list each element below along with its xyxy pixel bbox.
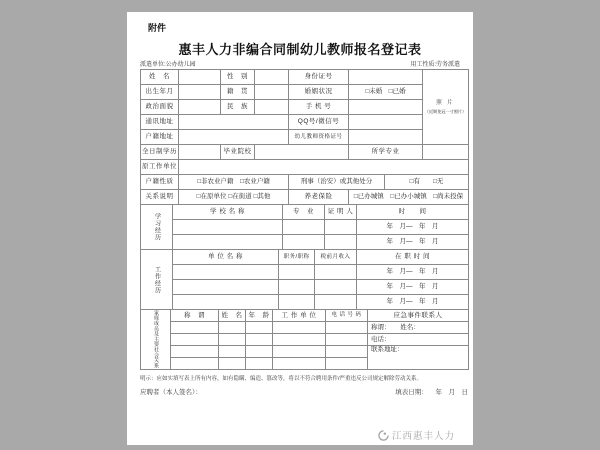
emergency-contact-address-cell: 联系地址： bbox=[368, 346, 469, 370]
work-unit-header: 工 作 单 位 bbox=[273, 310, 326, 322]
unit-input-cell bbox=[173, 295, 279, 310]
row-relation bbox=[141, 190, 469, 205]
row-education bbox=[141, 145, 469, 160]
emergency-contact-phone-cell: 电话： bbox=[368, 334, 469, 346]
major-input-cell bbox=[423, 145, 469, 160]
name-input-cell bbox=[219, 346, 246, 358]
education-row bbox=[141, 220, 469, 235]
mail-address-label: 通讯地址 bbox=[141, 115, 179, 130]
income-input-cell bbox=[315, 295, 357, 310]
name-input-cell bbox=[219, 334, 246, 346]
prev-employer-input-cell bbox=[179, 160, 469, 175]
family-section-label: 家庭成员及主要社会关系 bbox=[141, 310, 171, 370]
phone-input-cell bbox=[326, 358, 368, 370]
age-input-cell bbox=[246, 334, 273, 346]
name-header: 姓 名 bbox=[219, 310, 246, 322]
time-range-cell: 年 月— 年 月 bbox=[357, 280, 469, 295]
work-history-table bbox=[140, 249, 469, 310]
relation-checkbox-options: □在原单位 □在街道 □其他 bbox=[179, 190, 289, 205]
education-row bbox=[141, 235, 469, 250]
witness-header: 证 明 人 bbox=[325, 205, 357, 220]
row-political bbox=[141, 100, 469, 115]
row-household-type bbox=[141, 175, 469, 190]
education-header-row bbox=[141, 205, 469, 220]
age-input-cell bbox=[246, 358, 273, 370]
row-mail-address bbox=[141, 115, 469, 130]
signature-row bbox=[140, 387, 468, 396]
income-input-cell bbox=[315, 280, 357, 295]
id-number-label: 身份证号 bbox=[289, 70, 349, 85]
gender-input-cell bbox=[255, 70, 289, 85]
mail-address-input-cell bbox=[179, 115, 289, 130]
dispatch-unit-label: 派遣单位:公办幼儿园 bbox=[140, 62, 196, 68]
row-name bbox=[141, 70, 469, 85]
time-range-cell: 年 月— 年 月 bbox=[357, 295, 469, 310]
work-unit-input-cell bbox=[273, 358, 326, 370]
income-input-cell bbox=[315, 265, 357, 280]
teacher-cert-label: 幼儿教师资格证号 bbox=[289, 130, 349, 145]
post-header: 职务/职称 bbox=[279, 250, 315, 265]
birth-label: 出生年月 bbox=[141, 85, 179, 100]
graduate-school-input-cell bbox=[255, 145, 349, 160]
work-row bbox=[141, 295, 469, 310]
native-place-input-cell bbox=[255, 85, 289, 100]
fill-date-blank: 年 月 日 bbox=[435, 389, 468, 396]
fill-date bbox=[389, 387, 468, 396]
mobile-input-cell bbox=[349, 100, 423, 115]
mobile-label: 手 机 号 bbox=[289, 100, 349, 115]
relation-input-cell bbox=[171, 358, 219, 370]
brand-logo-icon bbox=[378, 430, 389, 441]
brand-watermark bbox=[378, 428, 455, 442]
time-header: 时 间 bbox=[357, 205, 469, 220]
education-section-label: 学习经历 bbox=[141, 205, 173, 250]
form-subheader bbox=[140, 59, 460, 68]
age-input-cell bbox=[246, 322, 273, 334]
family-row bbox=[141, 334, 469, 346]
age-header: 年 龄 bbox=[246, 310, 273, 322]
work-unit-input-cell bbox=[273, 322, 326, 334]
post-input-cell bbox=[279, 295, 315, 310]
fill-date-label: 填表日期： bbox=[395, 389, 428, 396]
post-input-cell bbox=[279, 280, 315, 295]
row-birth bbox=[141, 85, 469, 100]
major-input-cell bbox=[283, 235, 325, 250]
employment-nature-label: 用工性质:劳务派遣 bbox=[410, 62, 460, 68]
form-body bbox=[140, 69, 468, 396]
pension-checkbox-options: □已办城镇 □已办小城镇 □尚未投保 bbox=[349, 190, 469, 205]
brand-watermark-text: 江西惠丰人力 bbox=[391, 431, 455, 442]
photo-subtitle: （近期免冠一寸照片） bbox=[424, 109, 467, 114]
unit-input-cell bbox=[173, 265, 279, 280]
row-prev-employer bbox=[141, 160, 469, 175]
work-row bbox=[141, 265, 469, 280]
teacher-cert-input-cell bbox=[349, 130, 423, 145]
phone-input-cell bbox=[326, 334, 368, 346]
school-name-header: 学 校 名 称 bbox=[173, 205, 283, 220]
family-row bbox=[141, 346, 469, 358]
time-range-cell: 年 月— 年 月 bbox=[357, 220, 469, 235]
school-input-cell bbox=[173, 220, 283, 235]
fulltime-edu-input-cell bbox=[179, 145, 221, 160]
emergency-contact-header: 应急事件联系人 bbox=[368, 310, 469, 322]
photo-title: 照 片 bbox=[436, 99, 455, 106]
work-unit-input-cell bbox=[273, 346, 326, 358]
education-history-table bbox=[140, 204, 469, 250]
ethnic-input-cell bbox=[255, 100, 289, 115]
household-address-input-cell bbox=[179, 130, 289, 145]
political-input-cell bbox=[179, 100, 221, 115]
school-input-cell bbox=[173, 235, 283, 250]
witness-input-cell bbox=[325, 235, 357, 250]
major-input-cell bbox=[283, 220, 325, 235]
work-row bbox=[141, 280, 469, 295]
time-range-cell: 年 月— 年 月 bbox=[357, 265, 469, 280]
applicant-signature-label: 应聘者（本人签名）： bbox=[140, 389, 202, 396]
work-section-label: 工作经历 bbox=[141, 250, 173, 310]
notice-text: 明示：应如实填写表上所有内容，如有隐瞒、编造、篡改等，将以不符合聘用条件/严重违反公司规定解除劳动关系。 bbox=[140, 376, 423, 382]
relation-label: 关系说明 bbox=[141, 190, 179, 205]
family-row bbox=[141, 322, 469, 334]
ethnic-label: 民 族 bbox=[221, 100, 255, 115]
time-range-cell: 年 月— 年 月 bbox=[357, 235, 469, 250]
unit-input-cell bbox=[173, 280, 279, 295]
graduate-school-label: 毕业院校 bbox=[221, 145, 255, 160]
marital-label: 婚姻状况 bbox=[289, 85, 349, 100]
marital-checkbox-options: □未婚 □已婚 bbox=[349, 85, 423, 100]
emergency-contact-name-cell: 称谓： 姓名： bbox=[368, 322, 469, 334]
prev-employer-label: 原工作单位 bbox=[141, 160, 179, 175]
qq-wechat-input-cell bbox=[349, 115, 423, 130]
pension-label: 养老保险 bbox=[289, 190, 349, 205]
major-header: 专 业 bbox=[283, 205, 325, 220]
income-header: 税前月收入 bbox=[315, 250, 357, 265]
family-members-table bbox=[140, 309, 469, 370]
relation-input-cell bbox=[171, 322, 219, 334]
household-address-label: 户籍地址 bbox=[141, 130, 179, 145]
name-label: 姓 名 bbox=[141, 70, 179, 85]
native-place-label: 籍 贯 bbox=[221, 85, 255, 100]
form-title: 惠丰人力非编合同制幼儿教师报名登记表 bbox=[178, 42, 422, 57]
penalty-label: 刑事（治安）或其他处分 bbox=[289, 175, 385, 190]
phone-input-cell bbox=[326, 322, 368, 334]
household-type-label: 户籍性质 bbox=[141, 175, 179, 190]
relation-header: 称 谓 bbox=[171, 310, 219, 322]
name-input-cell bbox=[219, 322, 246, 334]
household-type-checkbox-options: □非农业户籍 □农业户籍 bbox=[179, 175, 289, 190]
political-label: 政治面貌 bbox=[141, 100, 179, 115]
relation-input-cell bbox=[171, 346, 219, 358]
unit-name-header: 单 位 名 称 bbox=[173, 250, 279, 265]
name-input-cell bbox=[179, 70, 221, 85]
tenure-header: 在 职 时 间 bbox=[357, 250, 469, 265]
photo-box bbox=[423, 70, 469, 145]
form-document bbox=[127, 12, 473, 445]
birth-input-cell bbox=[179, 85, 221, 100]
family-header-row bbox=[141, 310, 469, 322]
basic-info-table bbox=[140, 69, 469, 205]
penalty-checkbox-options: □有 □无 bbox=[385, 175, 469, 190]
fulltime-edu-label: 全日制学历 bbox=[141, 145, 179, 160]
work-unit-input-cell bbox=[273, 334, 326, 346]
phone-input-cell bbox=[326, 346, 368, 358]
row-household-address bbox=[141, 130, 469, 145]
witness-input-cell bbox=[325, 220, 357, 235]
age-input-cell bbox=[246, 346, 273, 358]
qq-wechat-label: QQ号/微信号 bbox=[289, 115, 349, 130]
name-input-cell bbox=[219, 358, 246, 370]
attachment-label: 附件 bbox=[148, 23, 167, 33]
phone-header: 电 话 号 码 bbox=[326, 310, 368, 322]
gender-label: 性 别 bbox=[221, 70, 255, 85]
post-input-cell bbox=[279, 265, 315, 280]
relation-input-cell bbox=[171, 334, 219, 346]
id-number-input-cell bbox=[349, 70, 423, 85]
major-label: 所学专业 bbox=[349, 145, 423, 160]
work-header-row bbox=[141, 250, 469, 265]
